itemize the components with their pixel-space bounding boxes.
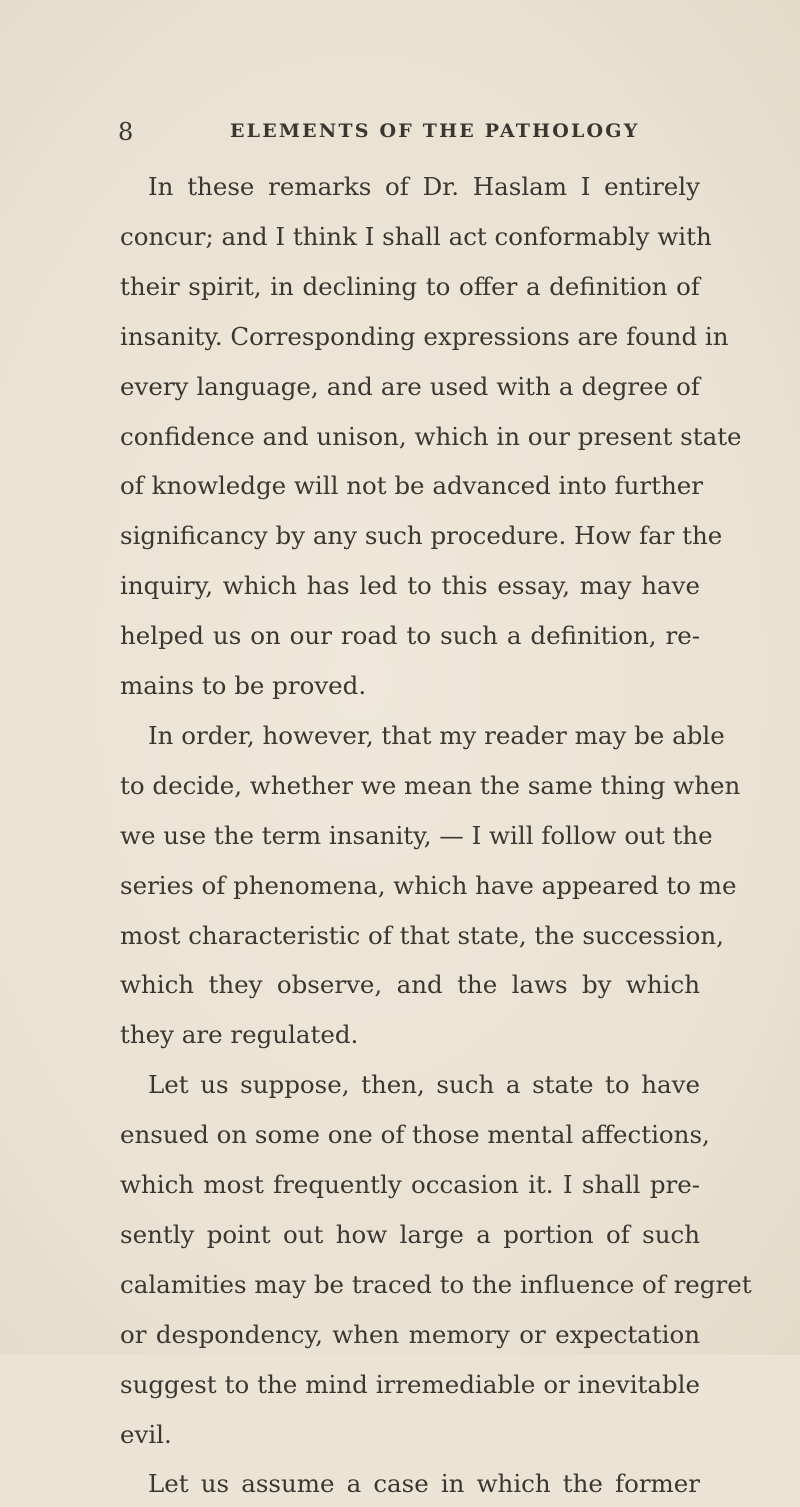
running-title: ELEMENTS OF THE PATHOLOGY: [230, 120, 640, 142]
text-line: they are regulated.: [120, 1020, 359, 1049]
text-line: significancy by any such procedure. How far the: [120, 521, 723, 550]
text-line: confidence and unison, which in our present state: [120, 422, 742, 451]
text-line: Let us assume a case in which the former: [148, 1469, 700, 1498]
text-line: suggest to the mind irremediable or inevitable: [120, 1370, 700, 1399]
text-line: to decide, whether we mean the same thing when: [120, 771, 741, 800]
text-line: In these remarks of Dr. Haslam I entirely: [148, 172, 700, 201]
text-line: or despondency, when memory or expectation: [120, 1320, 700, 1349]
text-line: insanity. Corresponding expressions are found in: [120, 322, 729, 351]
page-header: [118, 118, 688, 148]
page-number: 8: [118, 118, 135, 146]
text-line: Let us suppose, then, such a state to have: [148, 1070, 700, 1099]
text-line: we use the term insanity, — I will follow out the: [120, 821, 713, 850]
text-line: sently point out how large a portion of such: [120, 1220, 700, 1249]
text-line: evil.: [120, 1420, 172, 1449]
text-line: concur; and I think I shall act conformably with: [120, 222, 712, 251]
text-line: their spirit, in declining to offer a definition of: [120, 272, 700, 301]
text-line: inquiry, which has led to this essay, may have: [120, 571, 700, 600]
text-line: mains to be proved.: [120, 671, 367, 700]
text-line: helped us on our road to such a definition, re-: [120, 621, 700, 650]
text-line: most characteristic of that state, the succession,: [120, 921, 724, 950]
text-line: ensued on some one of those mental affections,: [120, 1120, 710, 1149]
text-line: of knowledge will not be advanced into further: [120, 471, 703, 500]
text-line: calamities may be traced to the influence of regret: [120, 1270, 752, 1299]
text-line: which they observe, and the laws by which: [120, 970, 700, 999]
text-line: series of phenomena, which have appeared to me: [120, 871, 737, 900]
text-line: which most frequently occasion it. I shall pre-: [120, 1170, 700, 1199]
text-line: In order, however, that my reader may be able: [148, 721, 725, 750]
text-line: every language, and are used with a degree of: [120, 372, 700, 401]
